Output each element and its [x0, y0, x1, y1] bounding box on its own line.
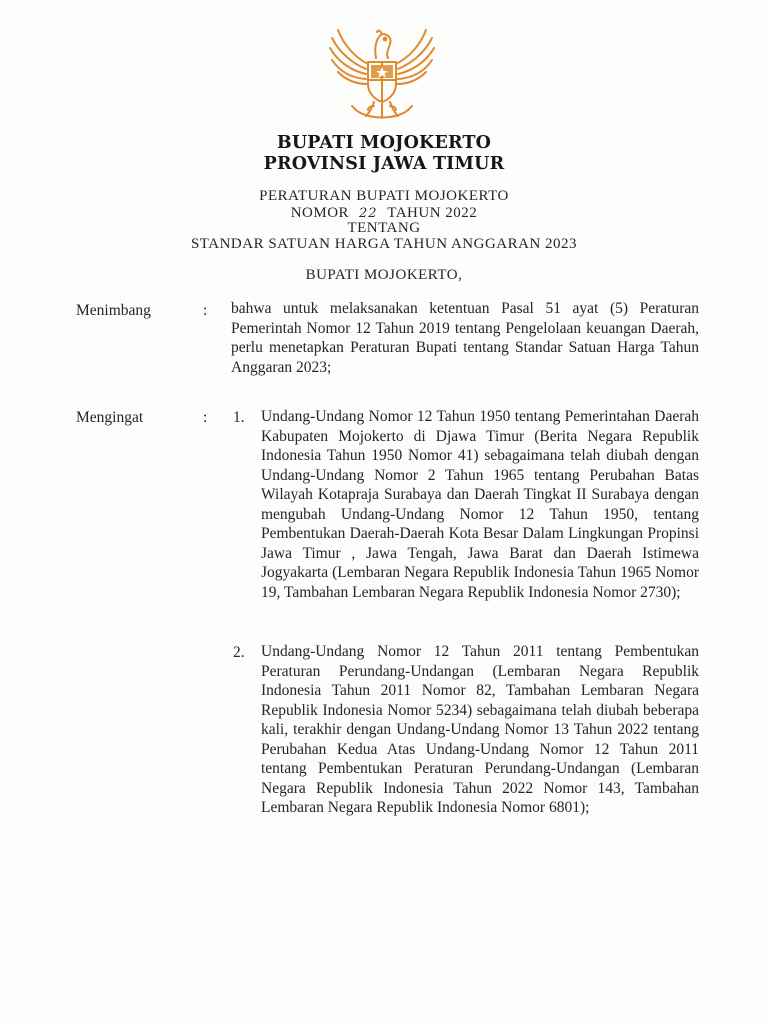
menimbang-colon: : — [203, 302, 208, 319]
regulation-title: PERATURAN BUPATI MOJOKERTO — [259, 188, 509, 204]
list-item-text: Undang-Undang Nomor 12 Tahun 2011 tentang Pembentukan Peraturan Perundang-Undangan (Lembaran Negara Republik Indonesia Tahun 2011 Nomor 82, Tambahan Lembaran Negara Republik Indonesia Nomor 5234) sebagaimana telah diubah beberapa kali, terakhir dengan Undang-Undang Nomor 13 Tahun 2022 tentang Perubahan Kedua Atas Undang-Undang Nomor 12 Tahun 2011 tentang Pembentukan Peraturan Perundang-Undangan (Lembaran Negara Republik Indonesia Tahun 2022 Nomor 143, Tambahan Lembaran Negara Republik Indonesia Nomor 6801); — [261, 643, 699, 816]
mengingat-label: Mengingat — [76, 409, 144, 426]
garuda-emblem-icon — [322, 22, 442, 122]
regulation-about: TENTANG — [347, 220, 421, 236]
menimbang-label: Menimbang — [76, 302, 151, 319]
list-item-number: 1. — [233, 409, 245, 426]
number-label: NOMOR — [290, 205, 350, 221]
mengingat-colon: : — [203, 409, 208, 426]
handwritten-number: 22 — [359, 206, 378, 221]
office-title: BUPATI MOJOKERTO — [276, 133, 492, 153]
list-item-number: 2. — [233, 644, 245, 661]
menimbang-text: bahwa untuk melaksanakan ketentuan Pasal 51 ayat (5) Peraturan Pemerintah Nomor 12 Tahun 2019 tentang Pengelolaan keuangan Daerah, perlu menetapkan Peraturan Bupati tentang Standar Satuan Harga Tahun Anggaran 2023; — [231, 300, 699, 376]
issuer-line: BUPATI MOJOKERTO, — [305, 267, 463, 283]
year-label: TAHUN 2022 — [387, 205, 478, 221]
list-item-text: Undang-Undang Nomor 12 Tahun 1950 tentang Pemerintahan Daerah Kabupaten Mojokerto di Djawa Timur (Berita Negara Republik Indonesia Tahun 1950 Nomor 41) sebagaimana telah diubah dengan Undang-Undang Nomor 2 Tahun 1965 tentang Perubahan Batas Wilayah Kotapraja Surabaya dan Daerah Tingkat II Surabaya dengan mengubah Undang-Undang Nomor 12 Tahun 1950, tentang Pembentukan Daerah-Daerah Kota Besar Dalam Lingkungan Propinsi Jawa Timur , Jawa Tengah, Jawa Barat dan Daerah Istimewa Jogyakarta (Lembaran Negara Republik Indonesia Tahun 1965 Nomor 19, Tambahan Lembaran Negara Republik Indonesia Nomor 2730); — [261, 408, 699, 601]
regulation-subject: STANDAR SATUAN HARGA TAHUN ANGGARAN 2023 — [190, 236, 578, 252]
province-title: PROVINSI JAWA TIMUR — [263, 154, 505, 174]
